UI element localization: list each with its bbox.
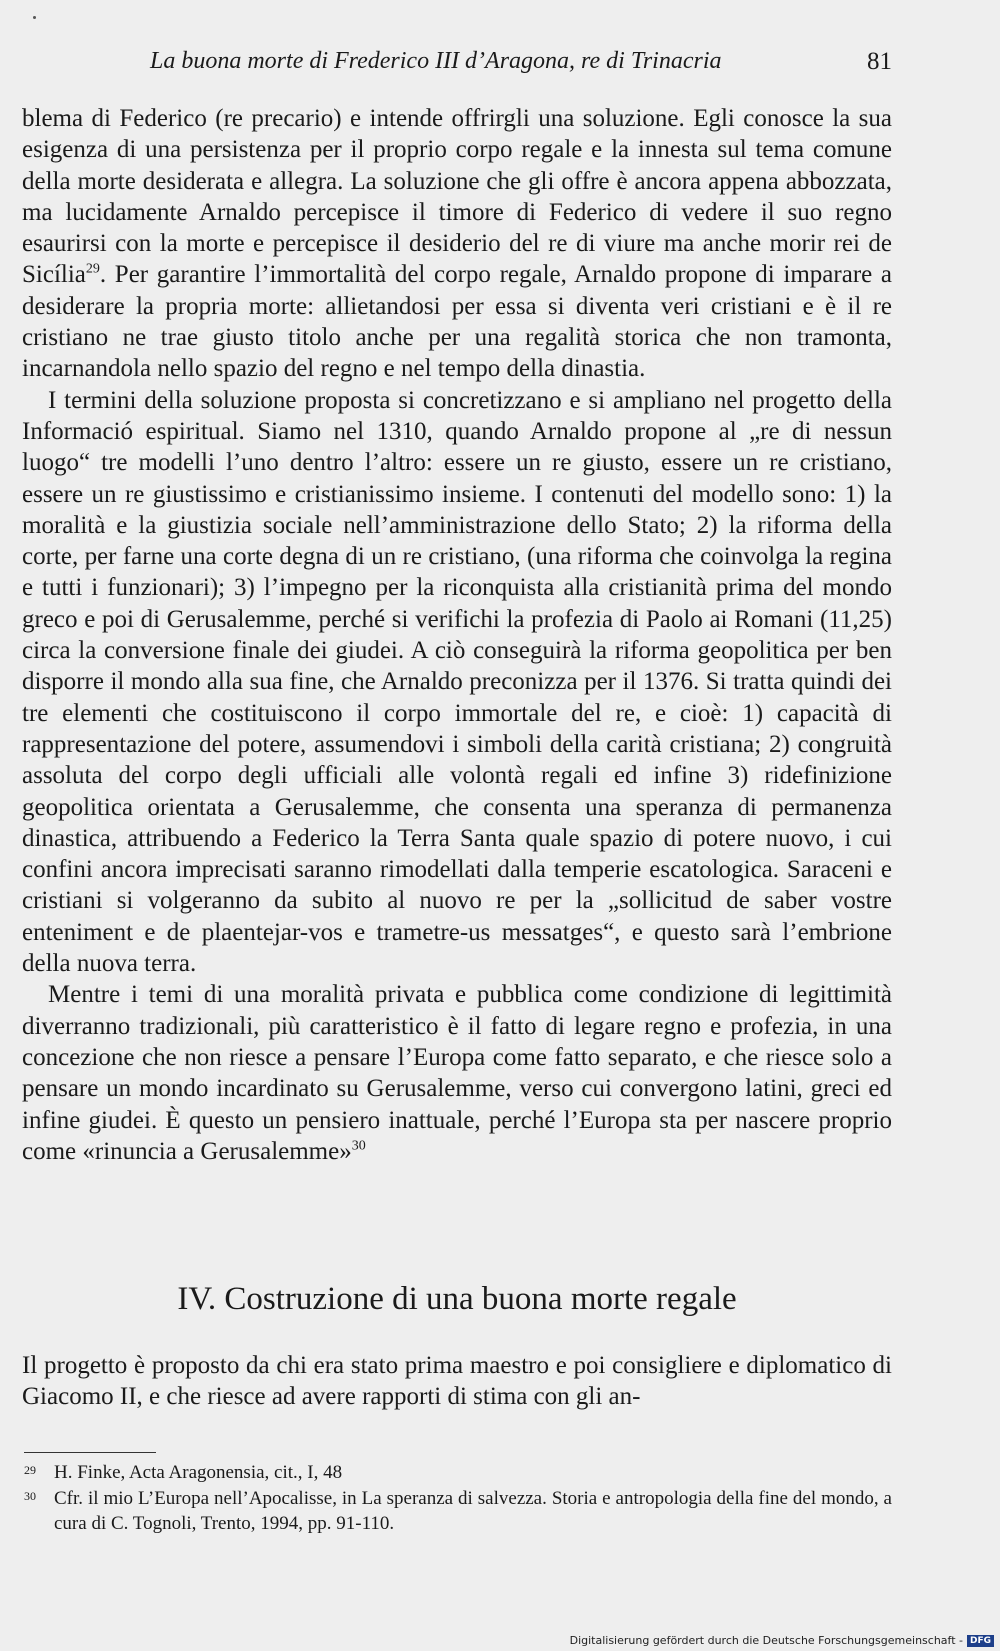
body-text <box>22 103 892 1167</box>
scan-speck <box>33 16 36 19</box>
footnote-text: H. Finke, Acta Aragonensia, cit., I, 48 <box>54 1462 343 1483</box>
paragraph <box>22 103 892 385</box>
footnotes <box>24 1460 892 1537</box>
page-header <box>150 48 892 82</box>
section-heading: IV. Costruzione di una buona morte regale <box>177 1281 737 1317</box>
paragraph: Il progetto è proposto da chi era stato prima maestro e poi consigliere e diplomatico di Giacomo II, e che riesce ad avere rapporti di stima con gli an- <box>22 1352 892 1411</box>
paragraph-text: Mentre i temi di una moralità privata e pubblica come condizione di legittimità diverranno tradizionali, più caratteristico è il fatto di legare regno e profezia, in una concezione che non riesce a pensare l’Europa come fatto separato, e che riesce solo a pensare un mondo incardinato su Gerusalemme, verso cui convergono latini, greci ed infine giudei. È questo un pensiero inattuale, perché l’Europa sta per nascere proprio come «rinuncia a Gerusalemme» <box>22 981 892 1165</box>
paragraph <box>22 979 892 1167</box>
paragraph-text: . Per garantire l’immortalità del corpo regale, Arnaldo propone di imparare a desiderare la propria morte: allietandosi per essa si diventa veri cristiani e è il re cristiano ne trae giusto titolo anche per una regalità storica che non tramonta, incarnandola nello spazio del regno e nel tempo della dinastia. <box>22 261 892 383</box>
footnote <box>24 1460 892 1486</box>
section-body <box>22 1350 892 1413</box>
paragraph: I termini della soluzione proposta si concretizzano e si ampliano nel progetto della Informació espiritual. Siamo nel 1310, quando Arnaldo propone al „re di nessun luogo“ tre modelli l’uno dentro l’altro: essere un re giusto, essere un re cristiano, essere un re giustissimo e cristianissimo insieme. I contenuti del modello sono: 1) la moralità e la giustizia sociale nell’amministrazione dello Stato; 2) la riforma della corte, per farne una corte degna di un re cristiano, (una riforma che coinvolga la regina e tutti i funzionari); 3) l’impegno per la riconquista alla cristianità prima del mondo greco e poi di Gerusalemme, perché si verifichi la profezia di Paolo ai Romani (11,25) circa la conversione finale dei giudei. A ciò conseguirà la riforma geopolitica per ben disporre il mondo alla sua fine, che Arnaldo preconizza per il 1376. Si tratta quindi dei tre elementi che costituiscono il corpo immortale del re, e cioè: 1) capacità di rappresentazione del potere, assumendovi i simboli della carità cristiana; 2) congruità assoluta del corpo degli ufficiali alle volontà regali ed infine 3) ridefinizione geopolitica orientata a Gerusalemme, che consenta una speranza di permanenza dinastica, attribuendo a Federico la Terra Santa quale spazio di potere nuovo, i cui confini ancora imprecisati saranno rimodellati dalla temperie escatologica. Saraceni e cristiani si volgeranno da subito al nuovo re per la „sollicitud de saber vostre enteniment e de plaentejar-vos e trametre-us messatges“, e questo sarà l’embrione della nuova terra. <box>22 386 892 978</box>
footnote-number: 30 <box>24 1488 36 1503</box>
dfg-logo: DFG <box>967 1635 994 1647</box>
page-number: 81 <box>867 48 892 75</box>
paragraph-text: blema di Federico (re precario) e intende offrirgli una soluzione. Egli conosce la sua esigenza di una persistenza per il proprio corpo regale e la innesta sul tema comune della morte desiderata e allegra. La soluzione che gli offre è ancora appena abbozzata, ma lucidamente Arnaldo percepisce il timore di Federico di vedere il suo regno esaurirsi con la morte e percepisce il desiderio del re di viure ma anche morir rei de Sicília <box>22 105 892 289</box>
footnote-ref: 29 <box>85 262 100 278</box>
funding-note: Digitalisierung gefördert durch die Deutsche Forschungsgemeinschaft - <box>569 1634 963 1647</box>
running-title: La buona morte di Frederico III d’Aragona, re di Trinacria <box>150 48 722 74</box>
footnote-ref: 30 <box>351 1138 366 1154</box>
footnote-text: Cfr. il mio L’Europa nell’Apocalisse, in La speranza di salvezza. Storia e antropologia della fine del mondo, a cura di C. Tognoli, Trento, 1994, pp. 91-110. <box>54 1487 892 1534</box>
digitization-footer <box>570 1634 994 1647</box>
footnote-number: 29 <box>24 1463 36 1477</box>
footnote <box>24 1486 892 1537</box>
footnote-rule <box>24 1452 156 1453</box>
